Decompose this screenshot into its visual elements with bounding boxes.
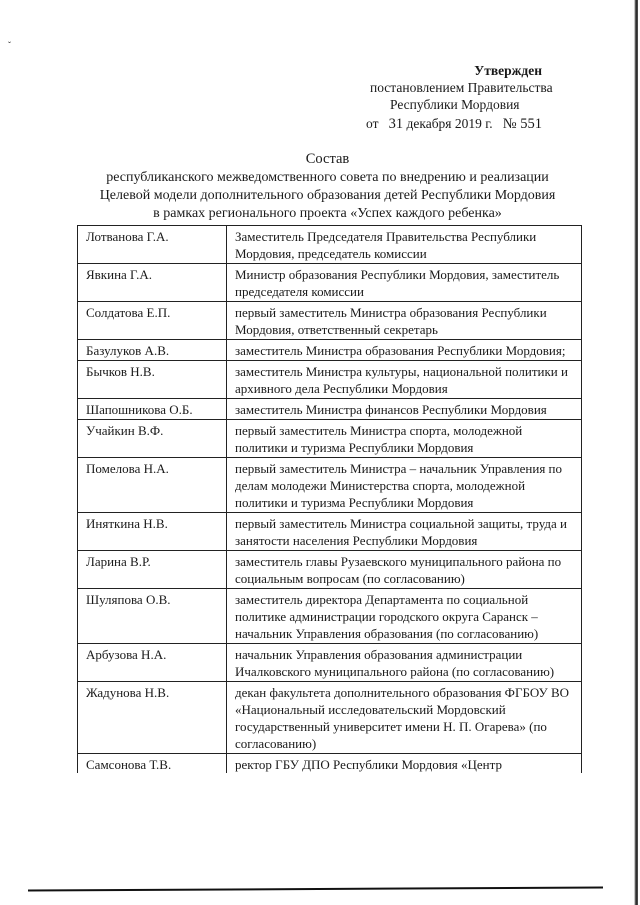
table-row (78, 302, 582, 340)
table-row (78, 551, 582, 589)
member-role: первый заместитель Министра социальной защиты, труда и занятости населения Республики Мордовия (227, 513, 582, 551)
member-role: начальник Управления образования администрации Ичалковского муниципального района (по согласованию) (227, 644, 582, 682)
member-role: заместитель директора Департамента по социальной политике администрации городского округа Саранск – начальник Управления образования (по согласованию) (227, 589, 582, 644)
member-role: заместитель Министра образования Республики Мордовия; (227, 340, 582, 361)
member-name: Ларина В.Р. (78, 551, 227, 589)
member-role: заместитель Министра финансов Республики Мордовия (227, 399, 582, 420)
member-role: заместитель Министра культуры, национальной политики и архивного дела Республики Мордовия (227, 361, 582, 399)
member-name: Шапошникова О.Б. (78, 399, 227, 420)
table-row (78, 399, 582, 420)
member-role: ректор ГБУ ДПО Республики Мордовия «Центр (227, 754, 582, 774)
member-name: Помелова Н.А. (78, 458, 227, 513)
table-row (78, 589, 582, 644)
approval-day: 31 (388, 116, 404, 132)
member-role: первый заместитель Министра образования Республики Мордовия, ответственный секретарь (227, 302, 582, 340)
document-subtitle-line: республиканского межведомственного совета по внедрению и реализации (106, 170, 549, 185)
scan-speck: ˇ (8, 40, 11, 50)
member-name: Явкина Г.А. (78, 264, 227, 302)
member-name: Учайкин В.Ф. (78, 420, 227, 458)
table-row (78, 226, 582, 264)
member-role: Заместитель Председателя Правительства Республики Мордовия, председатель комиссии (227, 226, 582, 264)
approval-date-line (340, 115, 600, 133)
member-name: Иняткина Н.В. (78, 513, 227, 551)
table-row (78, 420, 582, 458)
member-name: Арбузова Н.А. (78, 644, 227, 682)
approval-republic: Республики Мордовия (390, 97, 520, 112)
table-row (78, 644, 582, 682)
approval-heading: Утвержден (474, 63, 542, 78)
member-role: декан факультета дополнительного образования ФГБОУ ВО «Национальный исследовательский Мордовский государственный университет имени Н. П. Огарева» (по согласованию) (227, 682, 582, 754)
approval-month-year: декабря 2019 г. (406, 116, 493, 131)
member-role: заместитель главы Рузаевского муниципального района по социальным вопросам (по согласованию) (227, 551, 582, 589)
member-name: Солдатова Е.П. (78, 302, 227, 340)
approval-date-prefix: от (366, 116, 379, 131)
approval-resolution: постановлением Правительства (370, 80, 553, 95)
document-subtitle-line: Целевой модели дополнительного образования детей Республики Мордовия (99, 188, 556, 203)
member-name: Самсонова Т.В. (78, 754, 227, 774)
member-name: Жадунова Н.В. (78, 682, 227, 754)
table-row (78, 458, 582, 513)
document-title: Состав (305, 151, 350, 167)
table-row (78, 754, 582, 774)
table-row (78, 682, 582, 754)
document-title-block (60, 150, 595, 223)
bottom-rule (28, 886, 603, 891)
table-row (78, 513, 582, 551)
member-name: Шуляпова О.В. (78, 589, 227, 644)
approval-number: № 551 (502, 116, 543, 132)
member-name: Базулуков А.В. (78, 340, 227, 361)
members-table (77, 225, 582, 773)
table-row (78, 264, 582, 302)
member-role: первый заместитель Министра – начальник Управления по делам молодежи Министерства спорта, молодежной политики и туризма Республики Мордовия (227, 458, 582, 513)
document-subtitle-line: в рамках регионального проекта «Успех каждого ребенка» (153, 206, 502, 221)
approval-stamp (340, 62, 600, 133)
member-role: Министр образования Республики Мордовия, заместитель председателя комиссии (227, 264, 582, 302)
member-name: Бычков Н.В. (78, 361, 227, 399)
member-name: Лотванова Г.А. (78, 226, 227, 264)
member-role: первый заместитель Министра спорта, молодежной политики и туризма Республики Мордовия (227, 420, 582, 458)
scan-edge (634, 0, 638, 905)
table-row (78, 361, 582, 399)
table-row (78, 340, 582, 361)
